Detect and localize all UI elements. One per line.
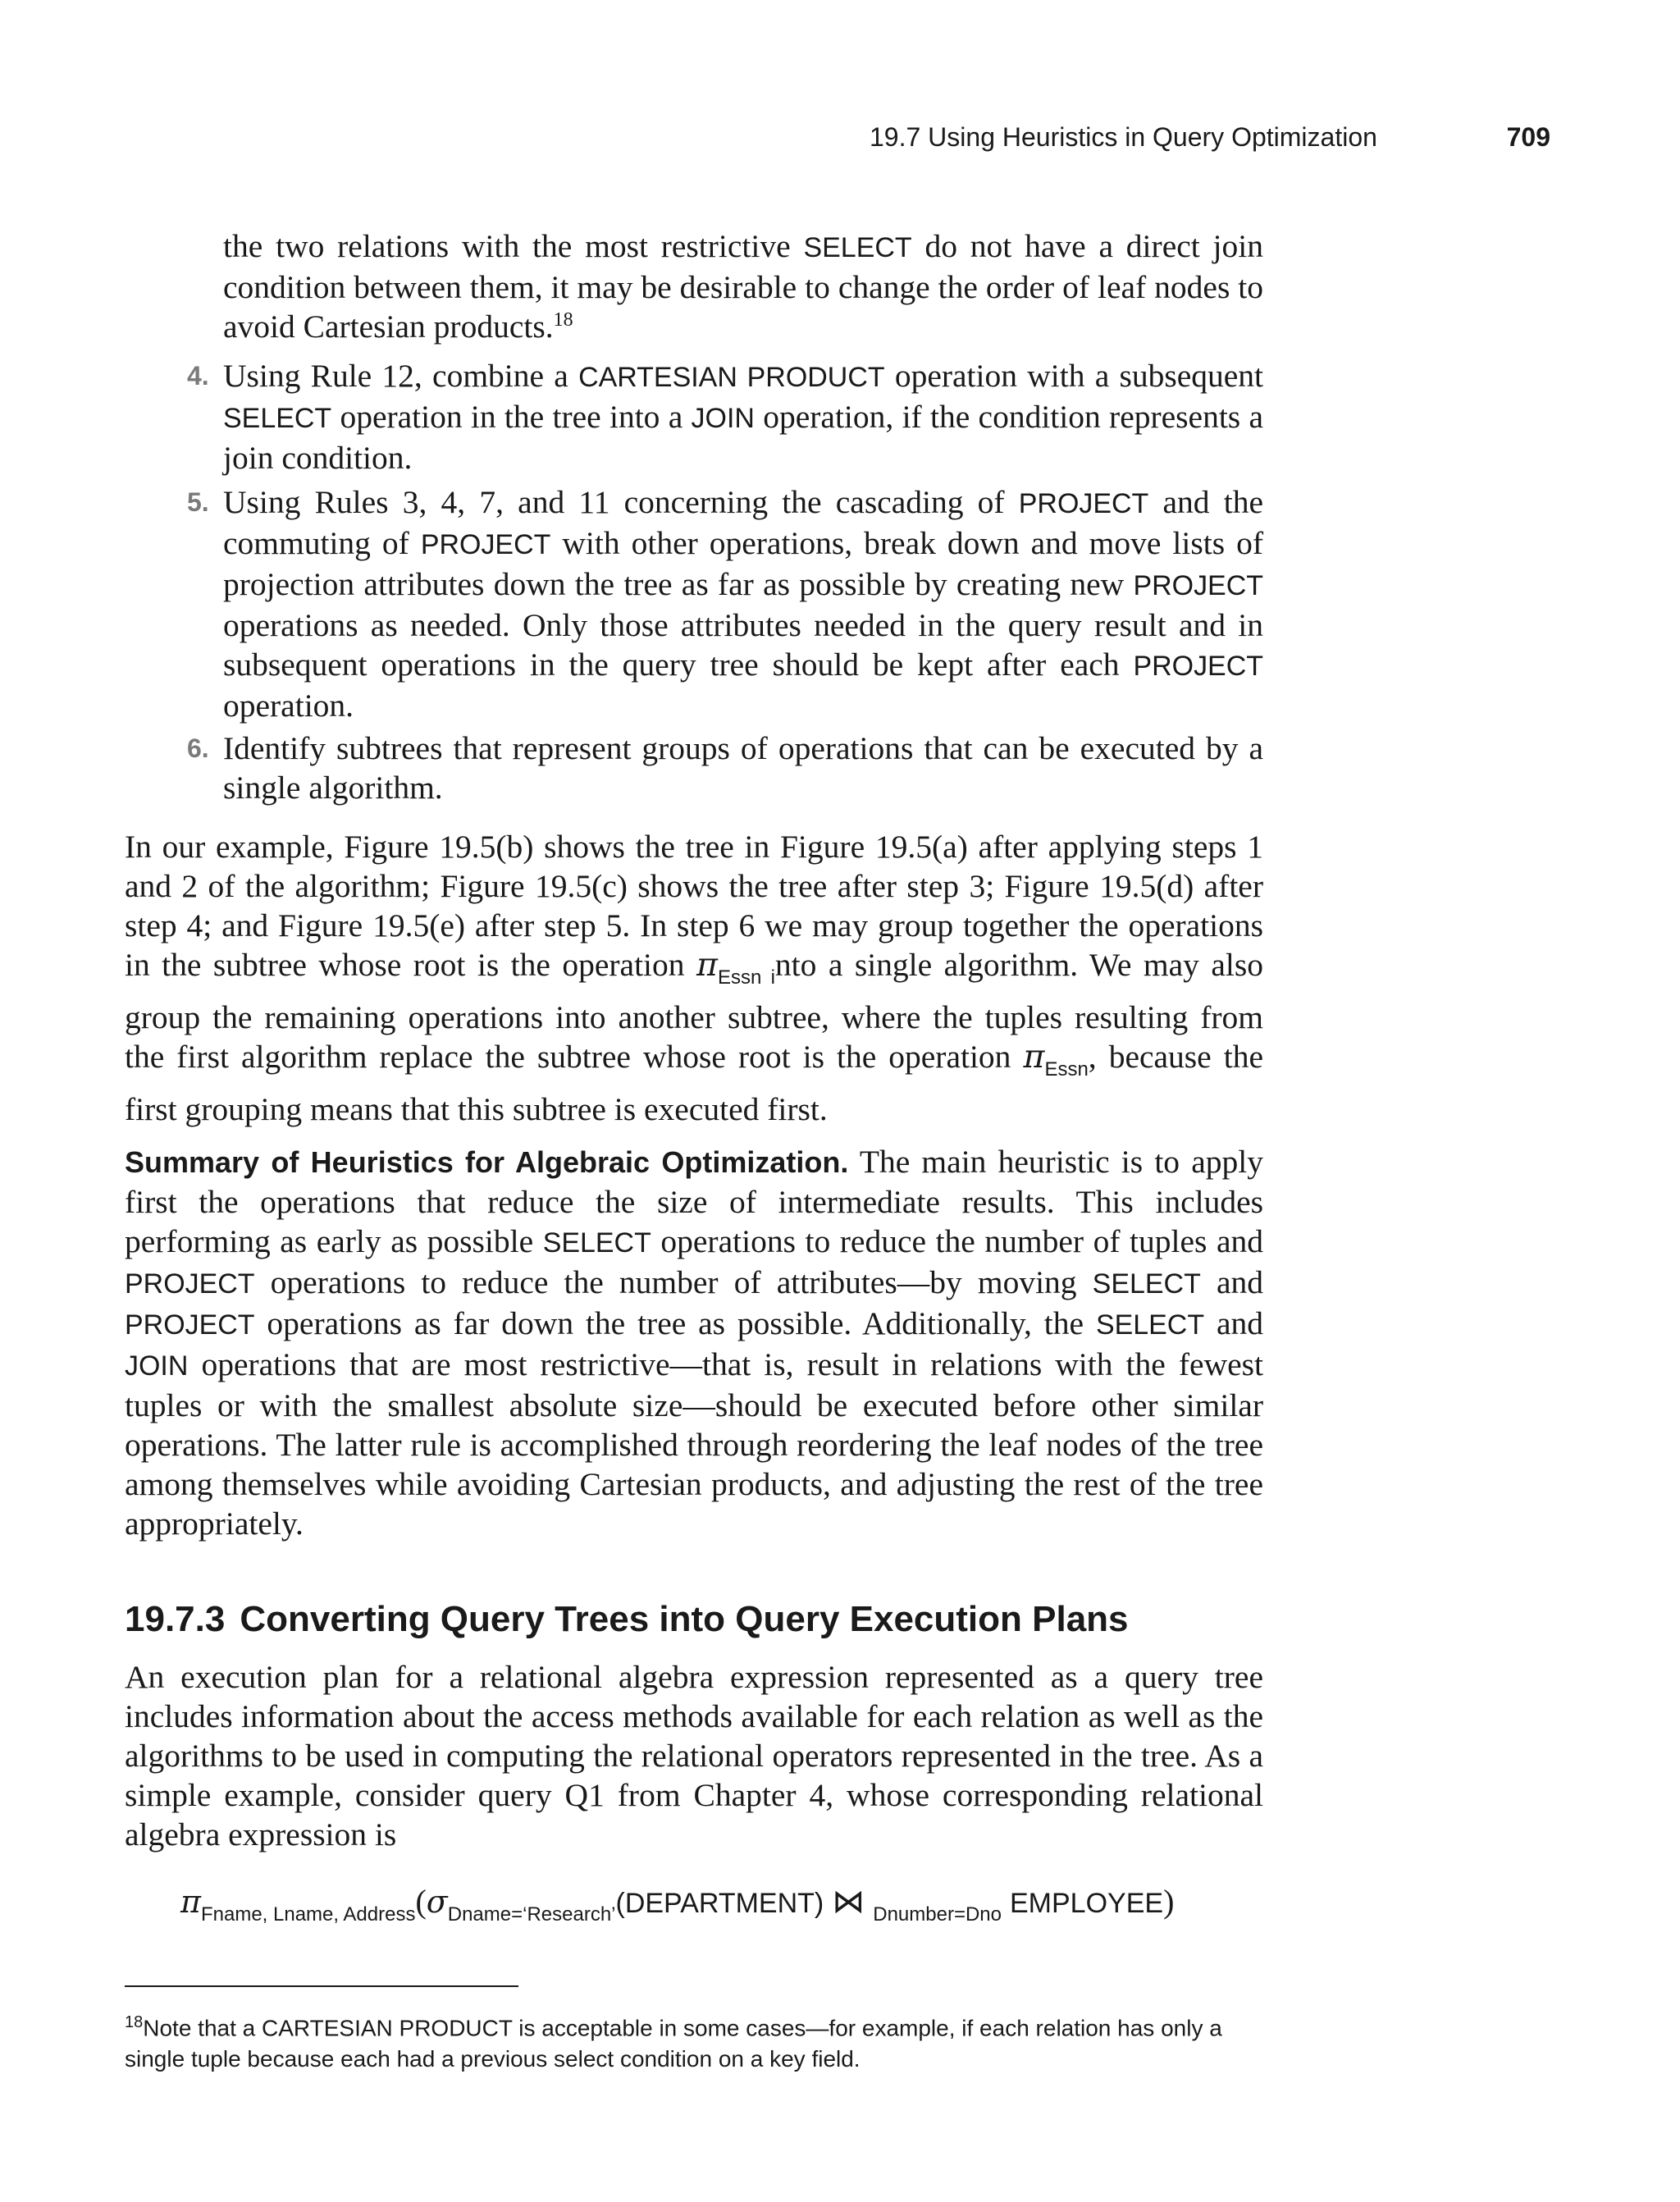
section-number: 19.7.3 bbox=[125, 1599, 226, 1639]
open-paren: ( bbox=[415, 1883, 427, 1920]
example-paragraph bbox=[125, 827, 1263, 1129]
text-run: and bbox=[1200, 1264, 1263, 1300]
text-run: operation in the tree into a bbox=[331, 399, 692, 435]
text-run: operation with a subsequent bbox=[884, 358, 1263, 394]
text-run: The main heuristic is to apply first the operations that reduce the size of intermediate results. This includes performing as early as possible bbox=[125, 1144, 1263, 1259]
join-symbol: ⋈ bbox=[832, 1883, 865, 1920]
pi-symbol: π bbox=[696, 946, 718, 984]
text-run: the two relations with the most restrictive bbox=[223, 228, 804, 264]
relation-department: (DEPARTMENT) bbox=[615, 1888, 824, 1919]
sigma-subscript: Dname=‘Research’ bbox=[447, 1903, 616, 1926]
keyword: CARTESIAN PRODUCT bbox=[578, 362, 885, 393]
text-run: operations that are most restrictive—that is, result in relations with the fewest tuples or with the smallest absolute size—should be executed before other similar operations. The latter rule is accomplished through reordering the leaf nodes of the tree among themselves while avoiding Cartesian products, and adjusting the rest of the tree appropriately. bbox=[125, 1346, 1263, 1542]
text-run: operation, if the condition represents a join condition. bbox=[223, 399, 1263, 476]
text-run: do not have a direct join condition between them, it may be desirable to change the order of leaf nodes to avoid Cartesian products. bbox=[223, 228, 1263, 345]
text-run: operations to reduce the number of attributes—by moving bbox=[254, 1264, 1093, 1300]
relation-employee: EMPLOYEE bbox=[1010, 1888, 1164, 1919]
keyword: PROJECT bbox=[1018, 488, 1149, 519]
keyword: PROJECT bbox=[1133, 570, 1263, 601]
list-number: 6. bbox=[187, 733, 209, 763]
text-run: , because the first grouping means that this subtree is executed first. bbox=[125, 1039, 1263, 1127]
text-run: operations as far down the tree as possible. Additionally, the bbox=[254, 1305, 1096, 1341]
footnote-reference: 18 bbox=[553, 308, 573, 331]
list-item-step-6 bbox=[187, 729, 1263, 807]
section-title: Converting Query Trees into Query Execution Plans bbox=[240, 1599, 1129, 1639]
text-run: operations as needed. Only those attributes needed in the query result and in subsequent operations in the query tree should be kept after each bbox=[223, 607, 1263, 683]
keyword: PROJECT bbox=[125, 1268, 255, 1300]
section-heading bbox=[125, 1597, 1129, 1642]
text-run: with other operations, break down and move lists of projection attributes down the tree as far as possible by creating new bbox=[223, 525, 1263, 602]
relational-algebra-formula bbox=[180, 1879, 1174, 1938]
text-run: Using Rules 3, 4, 7, and 11 concerning the cascading of bbox=[223, 484, 1019, 520]
page-number: 709 bbox=[1506, 122, 1550, 152]
keyword: JOIN bbox=[691, 403, 755, 434]
keyword: SELECT bbox=[542, 1227, 651, 1259]
continued-paragraph bbox=[223, 226, 1263, 346]
text-run: nto a single algorithm. We may also group the remaining operations into another subtree, where the tuples resulting from the first algorithm replace the subtree whose root is the operation bbox=[125, 947, 1264, 1075]
keyword: SELECT bbox=[803, 232, 912, 263]
keyword: JOIN bbox=[125, 1350, 189, 1382]
footnote-marker: 18 bbox=[125, 2013, 144, 2031]
text-run: Identify subtrees that represent groups of operations that can be executed by a single algorithm. bbox=[223, 730, 1263, 806]
keyword: PROJECT bbox=[125, 1309, 255, 1341]
text-run: operation. bbox=[223, 688, 354, 724]
running-header-title: 19.7 Using Heuristics in Query Optimization bbox=[870, 122, 1377, 152]
footnote bbox=[125, 2007, 1273, 2075]
text-run: and bbox=[1204, 1305, 1263, 1341]
keyword: SELECT bbox=[1092, 1268, 1201, 1300]
summary-paragraph bbox=[125, 1142, 1263, 1543]
keyword: PROJECT bbox=[420, 529, 551, 560]
text-run: and the commuting of bbox=[223, 484, 1263, 561]
plan-paragraph: An execution plan for a relational algebra expression represented as a query tree includes information about the access methods available for each relation as well as the algorithms to be used in computing the relational operators represented in the tree. As a simple example, consider query Q1 from Chapter 4, whose corresponding relational algebra expression is bbox=[125, 1659, 1263, 1853]
text-run: Using Rule 12, combine a bbox=[223, 358, 579, 394]
footnote-text: Note that a CARTESIAN PRODUCT is acceptable in some cases—for example, if each relation has only a single tuple because each had a previous select condition on a key field. bbox=[125, 2015, 1222, 2072]
footnote-divider bbox=[125, 1985, 518, 1987]
keyword: SELECT bbox=[223, 403, 332, 434]
pi-symbol: π bbox=[180, 1884, 201, 1920]
running-header bbox=[870, 118, 1550, 156]
close-paren: ) bbox=[1163, 1883, 1175, 1920]
text-run: In our example, Figure 19.5(b) shows the tree in Figure 19.5(a) after applying steps 1 and 2 of the algorithm; Figure 19.5(c) shows the tree after step 3; Figure 19.5(d) after step 4; and Figure 19.5(e) after step 5. In step 6 we may group together the operations in the subtree whose root is the operation bbox=[125, 829, 1263, 983]
keyword: SELECT bbox=[1095, 1309, 1205, 1341]
pi-subscript: Fname, Lname, Address bbox=[200, 1903, 416, 1926]
pi-symbol: π bbox=[1023, 1038, 1045, 1076]
list-item-step-4 bbox=[187, 356, 1263, 477]
list-item-step-5 bbox=[187, 482, 1263, 725]
run-in-heading: Summary of Heuristics for Algebraic Optimization. bbox=[125, 1145, 849, 1179]
keyword: PROJECT bbox=[1133, 651, 1263, 682]
sigma-symbol: σ bbox=[426, 1884, 448, 1920]
list-number: 5. bbox=[187, 487, 209, 517]
join-subscript: Dnumber=Dno bbox=[873, 1903, 1002, 1926]
list-number: 4. bbox=[187, 361, 209, 391]
subscript: Essn bbox=[1044, 1058, 1089, 1080]
subscript: Essn i bbox=[717, 966, 775, 989]
text-run: operations to reduce the number of tuples and bbox=[651, 1223, 1263, 1259]
